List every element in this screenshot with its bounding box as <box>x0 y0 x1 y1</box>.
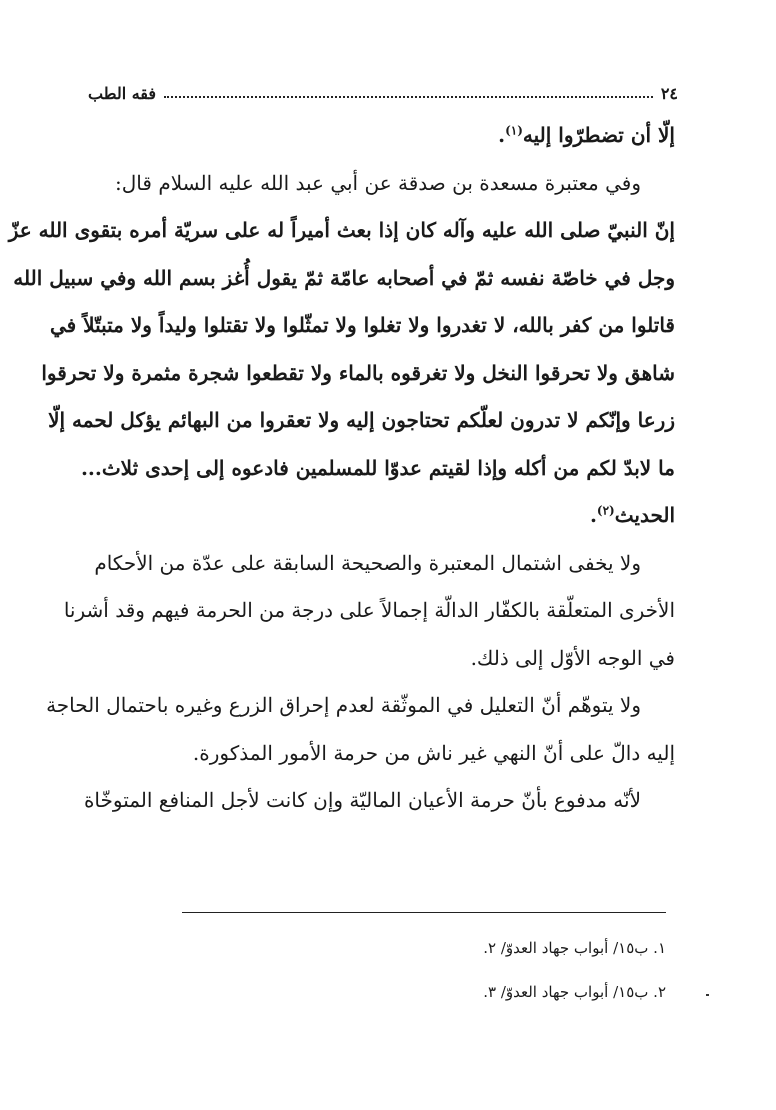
footnote-marker: (٢) <box>596 503 615 518</box>
page-number: ٢٤ <box>660 83 678 103</box>
text-line: الحديث$^{(٢)}$. <box>589 503 675 527</box>
text-line: وجل في خاصّة نفسه ثمّ في أصحابه عامّة ثمّ يقول أُغز بسم الله وفي سبيل الله <box>13 265 675 290</box>
text-line: ما لابدّ لكم من أكله وإذا لقيتم عدوّا للمسلمين فادعوه إلى إحدى ثلاث... <box>80 455 675 480</box>
text-line: إنّ النبيّ صلى الله عليه وآله كان إذا بعث أميراً له على سريّة أمره بتقوى الله عزّ <box>8 218 675 242</box>
running-title: فقه الطب <box>88 83 157 103</box>
footnotes <box>182 926 666 1014</box>
text-line: زرعا وإنّكم لا تدرون لعلّكم تحتاجون إليه ولا تعقروا من البهائم يؤكل لحمه إلّا <box>48 408 675 432</box>
print-speck <box>706 994 709 996</box>
text-line: قاتلوا من كفر بالله، لا تغدروا ولا تغلوا ولا تمثّلوا ولا تقتلوا وليداً ولا متبتّلاً في <box>49 313 675 337</box>
footnote-marker: (١) <box>505 123 523 138</box>
text-line: وفي معتبرة مسعدة بن صدقة عن أبي عبد الله عليه السلام قال: <box>115 170 641 195</box>
text-line: في الوجه الأوّل إلى ذلك. <box>470 645 675 670</box>
page-header <box>88 80 678 106</box>
text-line: إلّا أن تضطرّوا إليه$^{(١)}$. <box>498 123 675 147</box>
footnote-item: ٢. ب١٥/ أبواب جهاد العدوّ/ ٣. <box>483 983 666 1001</box>
text-line: شاهق ولا تحرقوا النخل ولا تغرقوه بالماء ولا تقطعوا شجرة مثمرة ولا تحرقوا <box>41 360 675 385</box>
text-line: إليه دالّ على أنّ النهي غير ناش من حرمة الأمور المذكورة. <box>192 740 675 765</box>
text-line: لأنّه مدفوع بأنّ حرمة الأعيان الماليّة وإن كانت لأجل المنافع المتوخّاة <box>83 788 641 812</box>
footnote-item: ١. ب١٥/ أبواب جهاد العدوّ/ ٢. <box>483 939 666 957</box>
text-line: ولا يتوهّم أنّ التعليل في الموثّقة لعدم إحراق الزرع وغيره باحتمال الحاجة <box>46 693 641 717</box>
footnote-separator <box>182 912 666 913</box>
header-leader-dots <box>164 96 653 98</box>
text-line: ولا يخفى اشتمال المعتبرة والصحيحة السابقة على عدّة من الأحكام <box>94 550 641 575</box>
text-line: الأخرى المتعلّقة بالكفّار الدالّة إجمالاً على درجة من الحرمة فيهم وقد أشرنا <box>63 598 675 622</box>
main-text <box>8 112 675 825</box>
